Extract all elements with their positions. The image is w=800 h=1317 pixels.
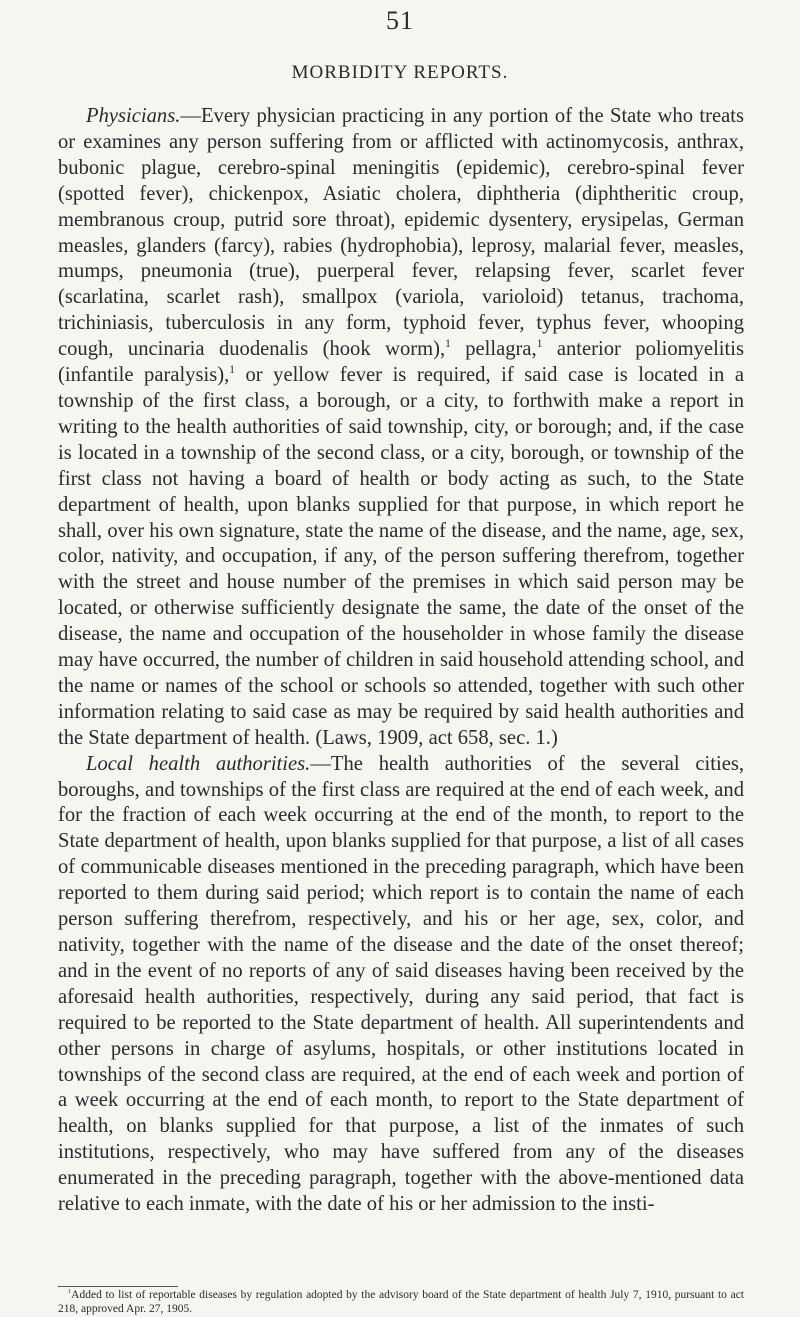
paragraph-text: pellagra,: [450, 338, 537, 361]
footnote-reference: 1: [536, 338, 543, 351]
footnote-reference: 1: [445, 338, 451, 351]
footnote-mark: 1: [68, 1288, 72, 1296]
body-text: [58, 104, 744, 1218]
footnote: [58, 1289, 744, 1316]
footnote-divider: [58, 1286, 178, 1287]
page-number: 51: [386, 6, 414, 35]
footnote-reference: 1: [229, 364, 235, 377]
paragraph-text: or yellow fever is required, if said case is located in a township of the first class, a borough, or a city, to forthwith make a report in writing to the health authorities of said township, city, or borough; and, if the case is located in a township of the second class, or a city, borough, or township of the first class not having a board of health or body acting as such, to the State department of health, upon blanks supplied for that purpose, in which report he shall, over his own signature, state the name of the disease, and the name, age, sex, color, nativity, and occupation, if any, of the person suffering therefrom, together with the street and house number of the premises in which said person may be located, or otherwise sufficiently designate the same, the date of the onset of the disease, the name and occupation of the householder in whose family the disease may have occurred, the number of children in said household attending school, and the name or names of the school or schools so attended, together with such other information relating to said case as may be required by said health authorities and the State department of health. (Laws, 1909, act 658, sec. 1.): [58, 364, 744, 749]
paragraph-text: anterior poliomyelitis (infantile paralysis),: [58, 338, 744, 387]
paragraph-physicians: [58, 104, 744, 752]
footnote-text: Added to list of reportable diseases by regulation adopted by the advisory board of the State department of health July 7, 1910, pursuant to act 218, approved Apr. 27, 1905.: [58, 1289, 744, 1315]
paragraph-text: —The health authorities of the several cities, boroughs, and townships of the first class are required at the end of each week, and for the fraction of each week occurring at the end of the month, to report to the State department of health, upon blanks supplied for that purpose, a list of all cases of communicable diseases mentioned in the preceding paragraph, which have been reported to them during said period; which report is to contain the name of each person suffering therefrom, respectively, and his or her age, sex, color, and nativity, together with the name of the disease and the date of the onset thereof; and in the event of no reports of any of said diseases having been received by the aforesaid health authorities, respectively, during any said period, that fact is required to be reported to the State department of health. All superintendents and other persons in charge of asylums, hospitals, or other institutions located in townships of the second class are required, at the end of each week and portion of a week occurring at the end of each month, to report to the State department of health, on blanks supplied for that purpose, a list of the inmates of such institutions, respectively, who may have suffered from any of the diseases enumerated in the preceding paragraph, together with the above-mentioned data relative to each inmate, with the date of his or her admission to the insti-: [58, 752, 744, 1216]
running-head: MORBIDITY REPORTS.: [291, 62, 509, 83]
paragraph-text: —Every physician practicing in any portion of the State who treats or examines any person suffering from or afflicted with actinomycosis, anthrax, bubonic plague, cerebro-spinal meningitis (epidemic), cerebro-spinal fever (spotted fever), chickenpox, Asiatic cholera, diphtheria (diphtheritic croup, membranous croup, putrid sore throat), epidemic dysentery, erysipelas, German measles, glanders (farcy), rabies (hydrophobia), leprosy, malarial fever, measles, mumps, pneumonia (true), puerperal fever, relapsing fever, scarlet fever (scarlatina, scarlet rash), smallpox (variola, varioloid) tetanus, trachoma, trichiniasis, tuberculosis in any form, typhoid fever, typhus fever, whooping cough, uncinaria duodenalis (hook worm),: [58, 105, 744, 361]
run-in-heading-local-health: Local health authorities.: [86, 752, 311, 775]
run-in-heading-physicians: Physicians.: [86, 105, 181, 127]
paragraph-local-health-authorities: [58, 752, 744, 1218]
